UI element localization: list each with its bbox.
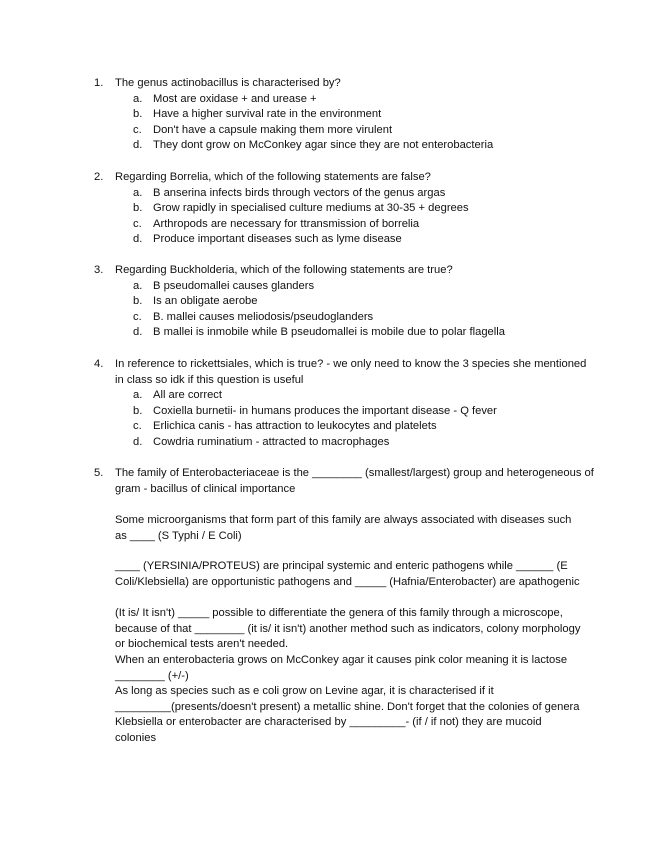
option-letter: d. bbox=[133, 435, 143, 448]
option-letter: d. bbox=[133, 233, 143, 246]
question-2 bbox=[94, 170, 594, 248]
option-letter: c. bbox=[133, 420, 142, 433]
q5-paragraph-5: As long as species such as e coli grow on Levine agar, it is characterised if it _________(presents/doesn't present) a metallic shine. Don't forget that the colonies of genera Klebsiella or enterobacter are characterised by _________- (if / if not) they are mucoid colonies bbox=[115, 685, 580, 744]
option-letter: a. bbox=[133, 279, 143, 292]
question-5 bbox=[94, 466, 594, 497]
option-item bbox=[94, 419, 594, 435]
question-number: 4. bbox=[94, 358, 104, 370]
option-item bbox=[94, 123, 594, 139]
option-item bbox=[94, 325, 594, 341]
option-text: Grow rapidly in specialised culture mediums at 30-35 + degrees bbox=[153, 202, 469, 215]
option-letter: b. bbox=[133, 404, 143, 417]
option-letter: d. bbox=[133, 139, 143, 152]
option-list bbox=[94, 186, 594, 248]
option-item bbox=[94, 388, 594, 404]
option-text: Erlichica canis - has attraction to leukocytes and platelets bbox=[153, 420, 437, 433]
option-letter: a. bbox=[133, 186, 143, 199]
option-letter: c. bbox=[133, 217, 142, 230]
option-text: B. mallei causes meliodosis/pseudoglanders bbox=[153, 310, 374, 323]
question-text: In reference to rickettsiales, which is true? - we only need to know the 3 species she mentioned in class so idk if this question is useful bbox=[115, 358, 587, 386]
question-number: 5. bbox=[94, 467, 104, 479]
question-number: 2. bbox=[94, 171, 104, 183]
option-list bbox=[94, 388, 594, 450]
question-number: 1. bbox=[94, 77, 104, 89]
option-item bbox=[94, 107, 594, 123]
option-text: Have a higher survival rate in the environment bbox=[153, 108, 382, 121]
option-text: B anserina infects birds through vectors of the genus argas bbox=[153, 186, 446, 199]
option-text: B mallei is inmobile while B pseudomallei is mobile due to polar flagella bbox=[153, 326, 505, 339]
option-letter: d. bbox=[133, 326, 143, 339]
question-text: The family of Enterobacteriaceae is the ________ (smallest/largest) group and heterogeneous of gram - bacillus of clinical importance bbox=[115, 467, 594, 495]
question-3 bbox=[94, 263, 594, 341]
option-letter: b. bbox=[133, 295, 143, 308]
option-text: Arthropods are necessary for ttransmission of borrelia bbox=[153, 217, 420, 230]
option-text: They dont grow on McConkey agar since they are not enterobacteria bbox=[153, 139, 494, 152]
option-item bbox=[94, 435, 594, 451]
option-letter: a. bbox=[133, 92, 143, 105]
option-text: Produce important diseases such as lyme disease bbox=[153, 233, 402, 246]
option-letter: c. bbox=[133, 123, 142, 136]
option-list bbox=[94, 92, 594, 154]
option-text: Most are oxidase + and urease + bbox=[153, 92, 317, 105]
option-item bbox=[94, 201, 594, 217]
option-item bbox=[94, 310, 594, 326]
option-letter: b. bbox=[133, 108, 143, 121]
question-text: The genus actinobacillus is characterised by? bbox=[115, 77, 341, 89]
option-list bbox=[94, 279, 594, 341]
option-item bbox=[94, 186, 594, 202]
question-text: Regarding Buckholderia, which of the following statements are true? bbox=[115, 264, 453, 276]
option-text: Cowdria ruminatium - attracted to macrophages bbox=[153, 435, 390, 448]
option-letter: c. bbox=[133, 310, 142, 323]
option-item bbox=[94, 217, 594, 233]
q5-paragraph-4: When an enterobacteria grows on McConkey agar it causes pink color meaning it is lactose ________ (+/-) bbox=[115, 654, 568, 682]
question-text: Regarding Borrelia, which of the following statements are false? bbox=[115, 171, 431, 183]
q5-paragraph-2: ____ (YERSINIA/PROTEUS) are principal systemic and enteric pathogens while ______ (E Coli/Klebsiella) are opportunistic pathogens and _____ (Hafnia/Enterobacter) are apathogenic bbox=[115, 560, 580, 588]
option-text: Is an obligate aerobe bbox=[153, 295, 258, 308]
question-number: 3. bbox=[94, 264, 104, 276]
option-item bbox=[94, 92, 594, 108]
option-text: Don't have a capsule making them more virulent bbox=[153, 123, 393, 136]
option-letter: b. bbox=[133, 202, 143, 215]
option-text: All are correct bbox=[153, 389, 223, 402]
option-letter: a. bbox=[133, 389, 143, 402]
q5-paragraph-1: Some microorganisms that form part of this family are always associated with diseases such as ____ (S Typhi / E Coli) bbox=[115, 514, 572, 542]
option-text: Coxiella burnetii- in humans produces the important disease - Q fever bbox=[153, 404, 497, 417]
option-item bbox=[94, 294, 594, 310]
q5-paragraph-3: (It is/ It isn't) _____ possible to differentiate the genera of this family through a microscope, because of that ________ (it is/ it isn't) another method such as indicators, colony morphology or biochemical tests aren't needed. bbox=[115, 607, 581, 651]
option-item bbox=[94, 138, 594, 154]
option-item bbox=[94, 232, 594, 248]
option-item bbox=[94, 404, 594, 420]
option-item bbox=[94, 279, 594, 295]
question-1 bbox=[94, 76, 594, 154]
option-text: B pseudomallei causes glanders bbox=[153, 279, 315, 292]
question-4 bbox=[94, 357, 594, 451]
